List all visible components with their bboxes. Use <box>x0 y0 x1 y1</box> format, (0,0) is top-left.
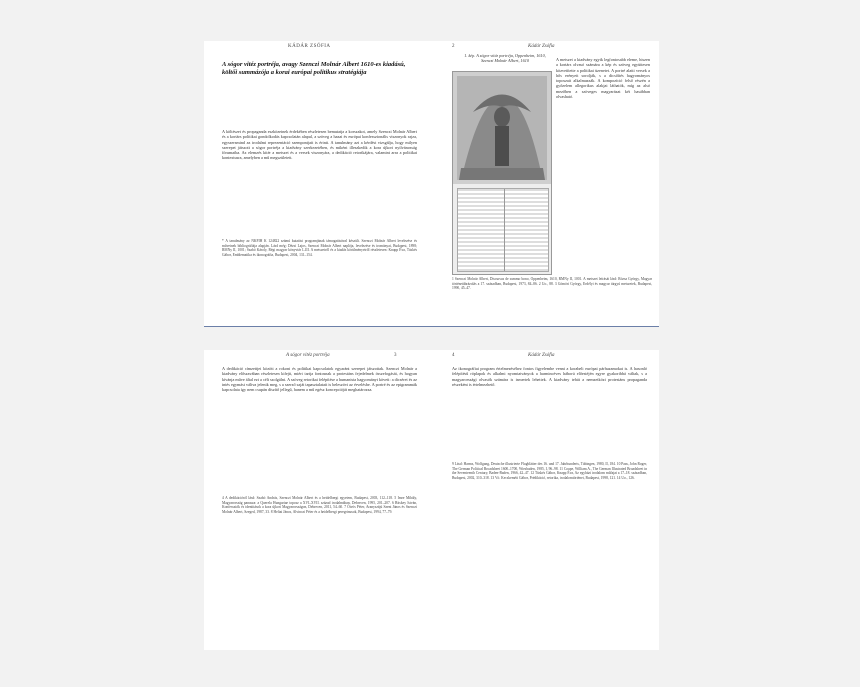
page-3 <box>204 350 432 650</box>
page-number: 4 <box>452 353 455 358</box>
footnotes: 4 A dedikációról lásd: Szabó András, Szenczi Molnár Albert és a heidelbergi egyetem, Budapest, 2003, 112–118. 5 Imre Mihály, Magyarország panasza: a Querela Hungariae toposz a XVI–XVII. század irodalmában, Debrecen, 1995, 201–207. 6 Bitskey István, Konfessziók és identitások a kora újkori Magyarországon, Debrecen, 2011, 54–60. 7 Ötvös Péter, Aranyszájú Szent János és Szenczi Molnár Albert, Szeged, 1987, 33. 8 Heltai János, Alvinczi Péter és a heidelbergi peregrinusok, Budapest, 1994, 77–79. <box>222 496 417 514</box>
footnotes: * A tanulmány az NKFIH K 124822 számú kutatási programjának támogatásával készült. Szenczi Molnár Albert levelezése és műveinek bibliográfiája alapján. Lásd még: Dézsi Lajos, Szenczi Molnár Albert naplója, levelezése és irományai, Budapest, 1898; RMNy II, 1001; Szabó Károly, Régi magyar könyvtár I–III. A metszetről és a kiadás körülményeiről részletesen: Knapp Éva, Tüskés Gábor, Emblematika és ikonográfia, Budapest, 2004, 131–154. <box>222 239 417 257</box>
running-header: Kádár Zsófia <box>528 44 555 49</box>
running-header: KÁDÁR ZSÓFIA <box>288 44 331 49</box>
page-1 <box>204 41 432 326</box>
body-text: A metszet a kiadvány egyik legfontosabb eleme, hiszen a kortárs olvasó számára a kép és szöveg együttesen közvetítette a politikai üzenetet. A portré alatti versek a hős erényeit sorolják, s a dicsőítés hagyományos toposzait alkalmazzák. A kompozíció felső részén a győzelem allegorikus alakjai láthatók, míg az alsó mezőben a szöveges magyarázat két hasábban olvasható. <box>556 57 650 100</box>
figure-caption: 1. kép. A sógor vitéz portréja, Oppenheim, 1610, Szenczi Molnár Albert, 1610 <box>464 53 546 63</box>
running-header: A sógor vitéz portréja <box>286 353 330 358</box>
page-number: 3 <box>394 353 397 358</box>
page-2 <box>432 41 659 326</box>
page-number: 2 <box>452 44 455 49</box>
page-divider-rule <box>204 326 659 327</box>
footnotes: 9 Lásd: Harms, Wolfgang, Deutsche illustrierte Flugblätter des 16. und 17. Jahrhunderts, Tübingen, 1980, II, 184. 10 Paas, John Roger, The German Political Broadsheet 1600–1700, Wiesbaden, 1985, I, 96–98. 11 Coupe, William A., The German Illustrated Broadsheet in the Seventeenth Century, Baden-Baden, 1966, 42–47. 12 Tüskés Gábor, Knapp Éva, Az egyházi irodalom műfajai a 17–18. században, Budapest, 2002, 310–318. 13 Vö. Kecskeméti Gábor, Prédikáció, retorika, irodalomtörténet, Budapest, 1998, 121. 14 Uo., 126. <box>452 462 647 480</box>
page-4 <box>432 350 659 650</box>
body-text: A költészet és propaganda eszközeinek érdekében részletesen bemutatja a korszakot, amely Szenczi Molnár Albert és a kortárs politikai gondolkodás kapcsolatán alapul, a szöveg a hazai és európai konfesszionális viszonyok rajza, egyszersmind az irodalmi reprezentáció szempontjait is érinti. A tanulmány azt a kérdést vizsgálja, hogy milyen szerepet játszott a sógor portréja a kiadvány szerkezetében, és miként illeszkedik a kora újkori nyilvánosság fórumaiba. Az elemzés kitér a metszet és a versek viszonyára, a dedikáció retorikájára, valamint arra a politikai kontextusra, amelyben a mű megszületett. <box>222 129 417 161</box>
engraving-illustration <box>453 72 551 184</box>
engraving-figure <box>452 71 552 275</box>
footnotes: 1 Szenczi Molnár Albert, Discursus de summo bono, Oppenheim, 1610, RMNy II, 1001. A metszet leírását lásd: Rózsa György, Magyar történetábrázolás a 17. században, Budapest, 1973, 84–86. 2 Uo., 88. 3 Gömöri György, Erdélyi és magyar tárgyú metszetek, Budapest, 1990, 45–47. <box>452 277 652 291</box>
body-text: Az ikonográfiai program értelmezéséhez fontos figyelembe venni a korabeli európai párhuzamokat is. A hasonló felépítésű röplapok és alkalmi nyomtatványok a harmincéves háború előestéjén egyre gyakoribbá váltak, s a magyarországi olvasók számára is ismertek lehettek. A kiadvány tehát a nemzetközi protestáns propaganda részeként is értelmezhető. <box>452 366 647 387</box>
engraving-text-panel <box>457 188 549 272</box>
body-text: A dedikáció címzettjei között a rokoni és politikai kapcsolatok egyaránt szerepet játszottak. Szenczi Molnár a kiadvány előszavában részletesen kifejti, miért tartja fontosnak a protestáns fejedelmek összefogását, és hogyan kívánja műve által ezt a célt szolgálni. A szöveg retorikai felépítése a humanista hagyományt követi: a dicséret és az intés egymást váltva jelenik meg, s a szerző saját tapasztalatait is beleszövi az érvelésbe. A portré és az epigrammák kapcsolata így nem csupán díszítő jellegű, hanem a mű egész koncepcióját meghatározza. <box>222 366 417 393</box>
column-divider <box>504 189 505 271</box>
article-title: A sógor vitéz portréja, avagy Szenczi Molnár Albert 1610-es kiadású, költői summázója a korai európai politikus stratégiája <box>222 61 406 76</box>
running-header: Kádár Zsófia <box>528 353 555 358</box>
